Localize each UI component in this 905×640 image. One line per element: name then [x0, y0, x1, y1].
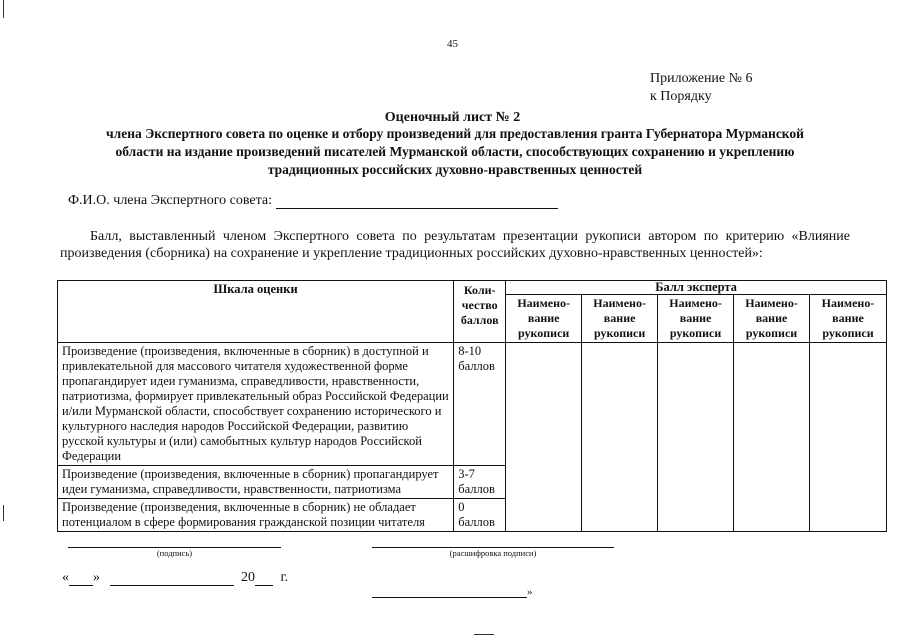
closing-quote: » [527, 586, 533, 598]
fio-label: Ф.И.О. члена Экспертного совета: [68, 193, 273, 208]
date-suffix: г. [280, 570, 289, 585]
closing-line [372, 586, 533, 598]
subtitle-line-2: области на издание произведений писателей Мурманской области, способствующих сохранению и укреплению [115, 144, 795, 159]
date-close-quote: » [93, 570, 100, 585]
scale-description: Произведение (произведения, включенные в сборник) не обладает потенциалом в сфере формирования гражданской позиции читателя [58, 499, 454, 532]
decoding-block [372, 547, 614, 558]
closing-blank [372, 587, 527, 598]
fio-field[interactable] [276, 194, 558, 209]
score-cell[interactable] [734, 343, 810, 532]
date-month-field[interactable] [110, 571, 234, 586]
scale-description: Произведение (произведения, включенные в сборник) в доступной и привлекательной для массового читателя художественной форме пропагандирует идеи гуманизма, справедливости, нравственности, патриотизма, формирует привлекательный образ Российской Федерации и/или Мурманской области, способствует сохранению исторического и культурного наследия народов Российской Федерации, развитию русской культуры и (или) самобытных культур народов Российской Федерации [58, 343, 454, 466]
bottom-divider [474, 634, 494, 635]
table-row [58, 343, 887, 466]
header-scale: Шкала оценки [58, 281, 454, 343]
manuscript-header-1: Наимено-вание рукописи [506, 295, 582, 343]
score-cell[interactable] [506, 343, 582, 532]
manuscript-header-2: Наимено-вание рукописи [582, 295, 658, 343]
score-cell[interactable] [810, 343, 887, 532]
signature-caption: (подпись) [156, 548, 193, 558]
decoding-caption: (расшифровка подписи) [449, 548, 537, 558]
date-year-prefix: 20 [241, 570, 255, 585]
table-header-row [58, 281, 887, 295]
manuscript-header-4: Наимено-вание рукописи [734, 295, 810, 343]
score-cell[interactable] [658, 343, 734, 532]
score-cell[interactable] [582, 343, 658, 532]
subtitle-line-1: члена Экспертного совета по оценке и отбору произведений для предоставления гранта Губернатора Мурманской [106, 126, 804, 141]
points-value: 0 баллов [454, 499, 506, 532]
header-expert-score: Балл эксперта [506, 281, 887, 295]
appendix-line-1: Приложение № 6 [650, 71, 753, 86]
scan-edge-mark-mid [3, 505, 4, 521]
document-subtitle [55, 125, 855, 179]
subtitle-line-3: традиционных российских духовно-нравственных ценностей [267, 162, 643, 177]
signature-block [68, 547, 281, 558]
scale-description: Произведение (произведения, включенные в сборник) пропагандирует идеи гуманизма, справедливости, нравственности, патриотизма [58, 466, 454, 499]
date-row [62, 570, 288, 586]
points-value: 3-7 баллов [454, 466, 506, 499]
scan-edge-mark-top [3, 0, 4, 18]
date-open-quote: « [62, 570, 69, 585]
appendix-label [650, 70, 753, 106]
header-points: Коли-чество баллов [454, 281, 506, 343]
date-day-field[interactable] [69, 571, 93, 586]
manuscript-header-5: Наимено-вание рукописи [810, 295, 887, 343]
page-number: 45 [447, 38, 458, 50]
fio-row [68, 193, 558, 209]
evaluation-table [57, 280, 887, 532]
date-year-field[interactable] [255, 571, 273, 586]
points-value: 8-10 баллов [454, 343, 506, 466]
appendix-line-2: к Порядку [650, 89, 712, 104]
manuscript-header-3: Наимено-вание рукописи [658, 295, 734, 343]
intro-paragraph: Балл, выставленный членом Экспертного совета по результатам презентации рукописи автором по критерию «Влияние произведения (сборника) на сохранение и укрепление традиционных российских духовно-нравственных ценностей»: [60, 229, 850, 261]
document-title: Оценочный лист № 2 [384, 110, 521, 125]
